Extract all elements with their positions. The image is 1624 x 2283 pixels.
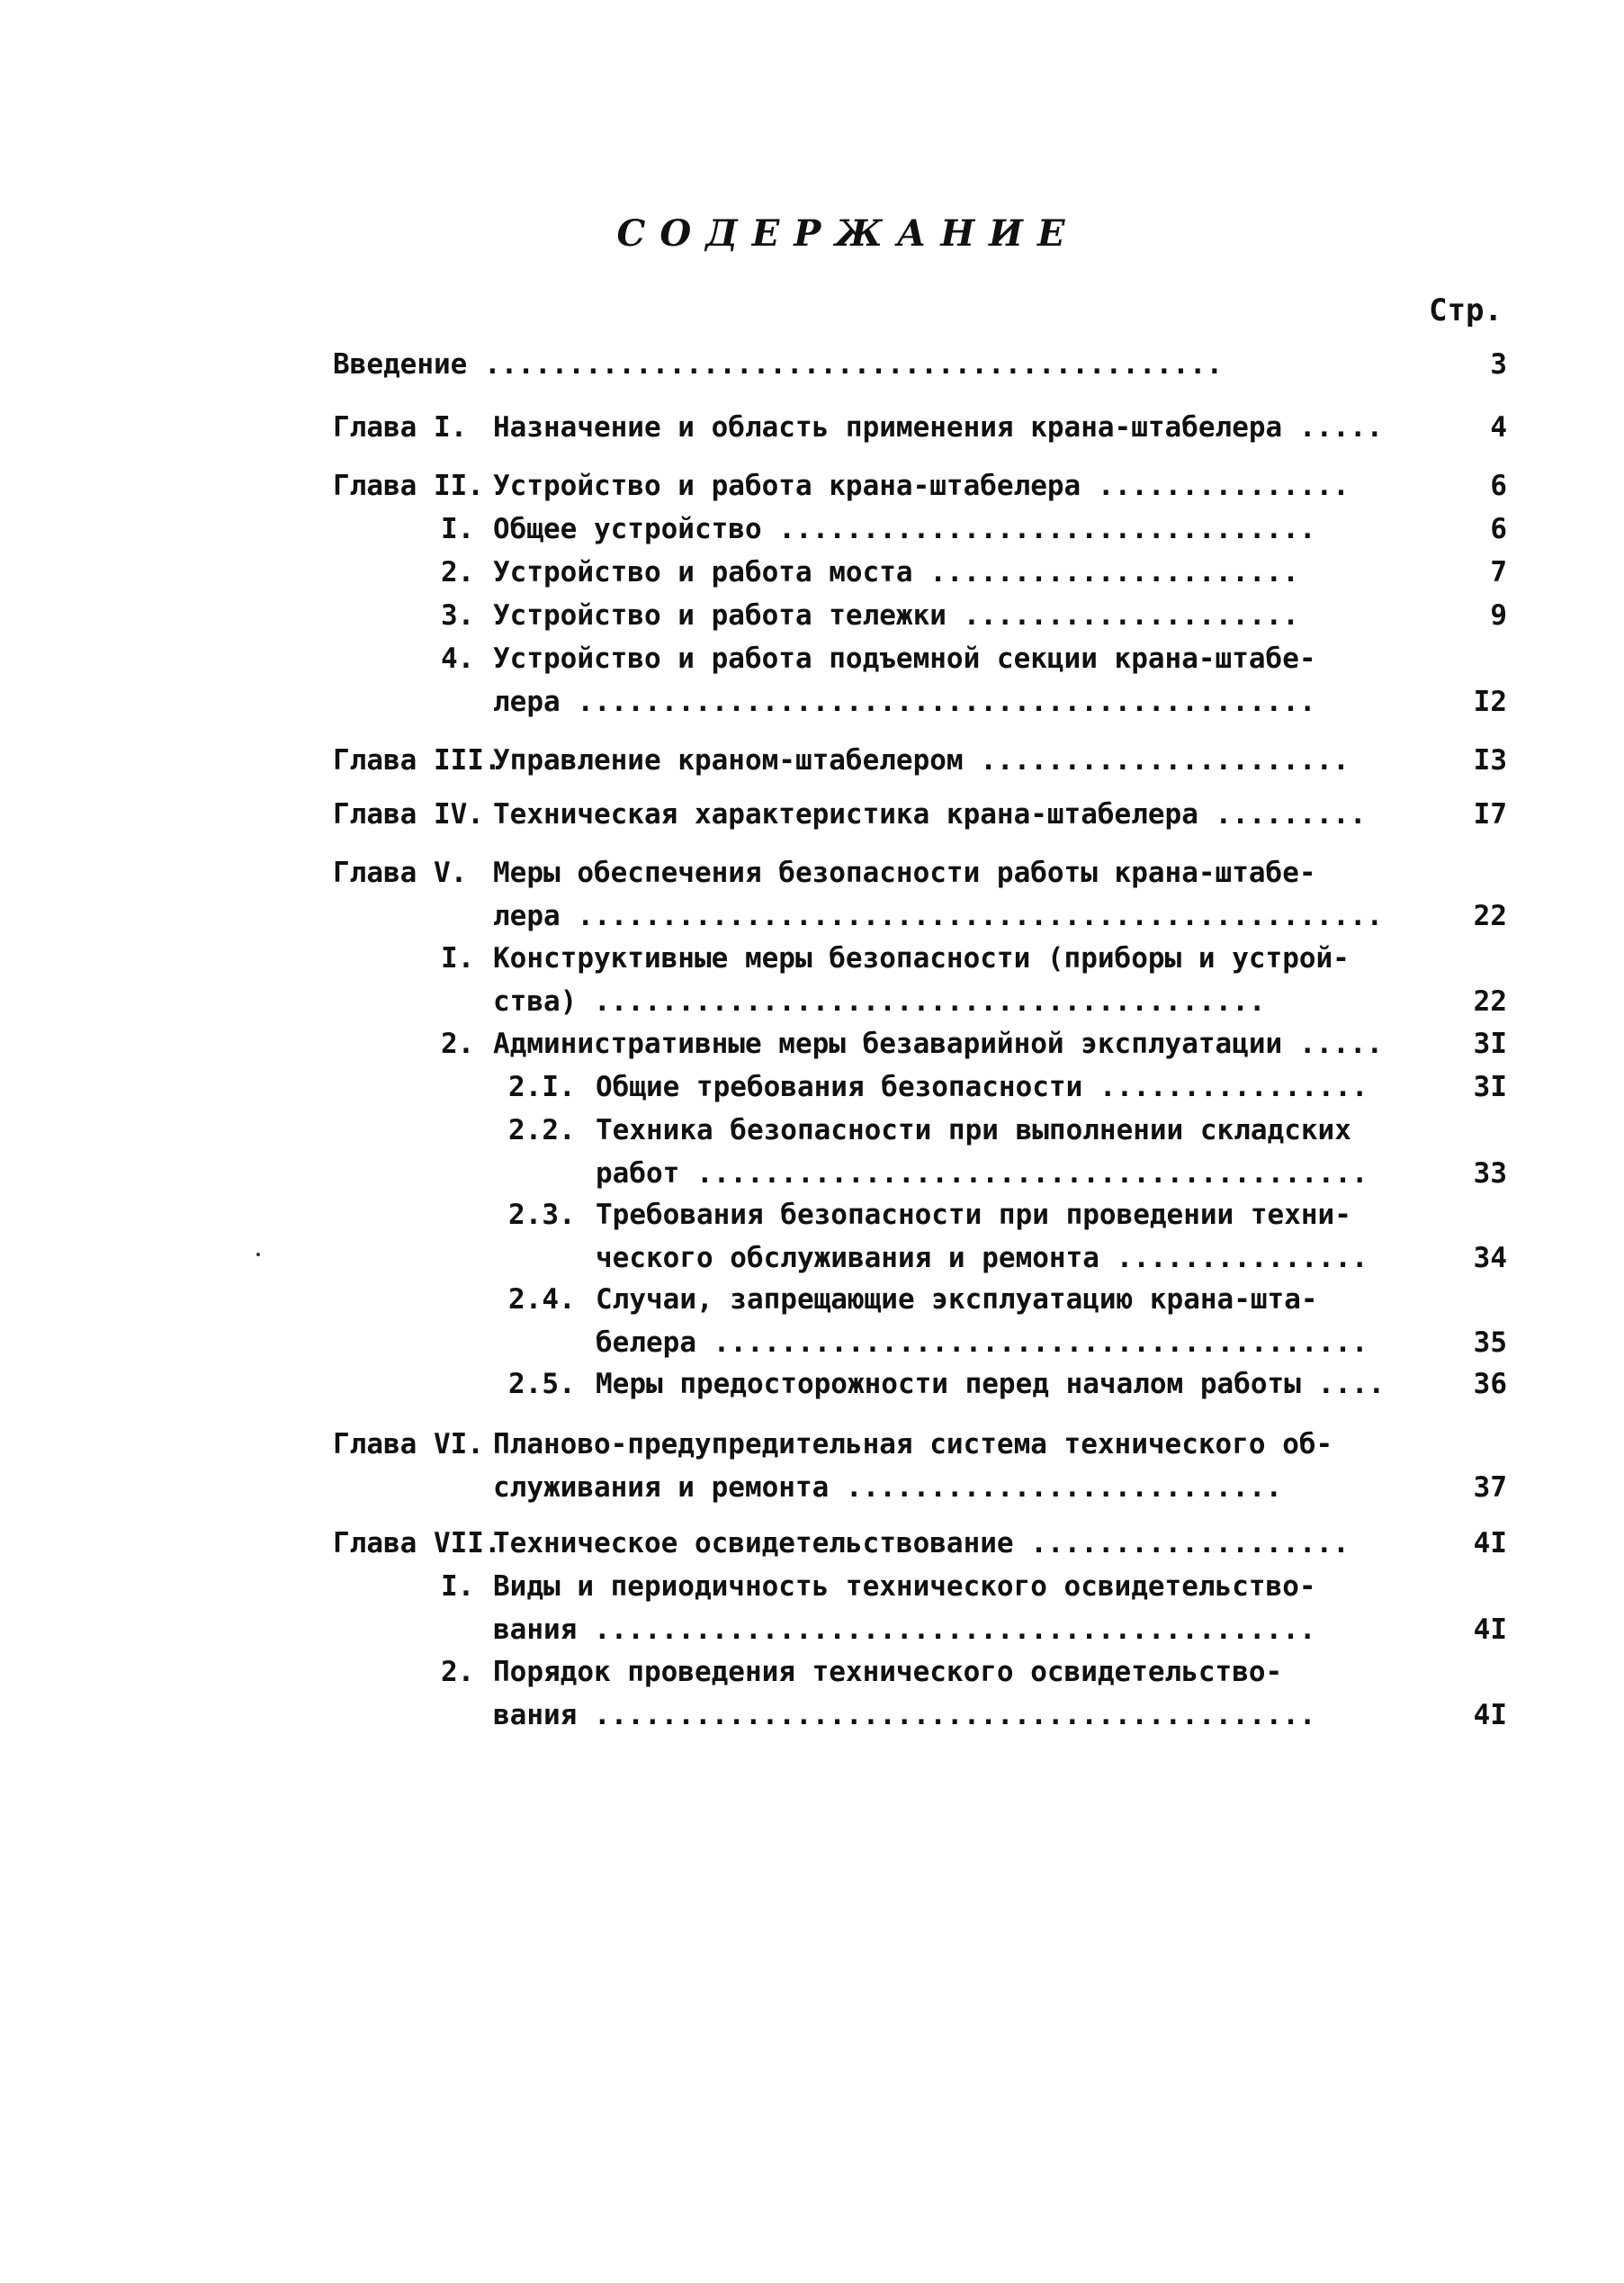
entry-title: ческого обслуживания и ремонта ............... <box>596 1242 1368 1274</box>
chapter-label: Глава IV. <box>333 798 484 831</box>
entry-title: Введение ............................................ <box>333 348 1224 381</box>
chapter-label: Глава VII. <box>333 1527 501 1559</box>
section-number: 3. <box>441 599 475 632</box>
page-number: 22 <box>1473 985 1507 1018</box>
page-number: 7 <box>1490 556 1507 589</box>
entry-title: Общее устройство ................................ <box>493 513 1316 545</box>
entry-title: Управление краном-штабелером ...................... <box>493 744 1350 777</box>
section-number: 2. <box>441 1028 475 1060</box>
page-number: 6 <box>1490 513 1507 545</box>
section-number: I. <box>441 942 475 975</box>
page-number: 3 <box>1490 348 1507 381</box>
page-number: I3 <box>1473 744 1507 777</box>
entry-title: Устройство и работа крана-штабелера ............... <box>493 470 1350 502</box>
page-number: 4 <box>1490 411 1507 444</box>
page-number: 33 <box>1473 1157 1507 1190</box>
page-number: I7 <box>1473 798 1507 831</box>
entry-title: белера ....................................... <box>596 1326 1368 1359</box>
page-number: 35 <box>1473 1326 1507 1359</box>
section-number: 2.4. <box>508 1283 576 1316</box>
page-number: 3I <box>1473 1028 1507 1060</box>
page-number: 34 <box>1473 1242 1507 1274</box>
entry-title: Требования безопасности при проведении техни- <box>596 1199 1351 1231</box>
entry-title: работ ........................................ <box>596 1157 1368 1190</box>
entry-title: ства) ........................................ <box>493 985 1266 1018</box>
chapter-label: Глава VI. <box>333 1428 484 1461</box>
page-number: 4I <box>1473 1527 1507 1559</box>
page-column-label: Стр. <box>1429 292 1503 328</box>
entry-title: Планово-предупредительная система технического об- <box>493 1428 1333 1461</box>
page-number: 37 <box>1473 1471 1507 1504</box>
entry-title: Конструктивные меры безопасности (приборы и устрой- <box>493 942 1350 975</box>
entry-title: Техническое освидетельствование ................... <box>493 1527 1350 1559</box>
entry-title: Назначение и область применения крана-штабелера ..... <box>493 411 1384 444</box>
entry-title: вания ........................................... <box>493 1699 1316 1731</box>
entry-title: лера ................................................ <box>493 900 1384 932</box>
chapter-label: Глава V. <box>333 857 468 889</box>
page-number: 22 <box>1473 900 1507 932</box>
page-title: СОДЕРЖАНИЕ <box>616 212 1080 255</box>
entry-title: Устройство и работа тележки .................... <box>493 599 1299 632</box>
entry-title: Виды и периодичность технического освидетельство- <box>493 1570 1316 1603</box>
entry-title: Порядок проведения технического освидетельство- <box>493 1656 1283 1688</box>
section-number: 4. <box>441 643 475 675</box>
page-number: I2 <box>1473 686 1507 718</box>
section-number: 2.5. <box>508 1368 576 1400</box>
page-number: 4I <box>1473 1699 1507 1731</box>
margin-mark <box>256 1253 260 1256</box>
entry-title: Меры обеспечения безопасности работы крана-штабе- <box>493 857 1316 889</box>
entry-title: служивания и ремонта .......................... <box>493 1471 1283 1504</box>
entry-title: Техническая характеристика крана-штабелера ......... <box>493 798 1367 831</box>
page-number: 9 <box>1490 599 1507 632</box>
entry-title: Случаи, запрещающие эксплуатацию крана-шта- <box>596 1283 1318 1316</box>
chapter-label: Глава III. <box>333 744 501 777</box>
section-number: 2.2. <box>508 1114 576 1146</box>
entry-title: Техника безопасности при выполнении складских <box>596 1114 1351 1146</box>
entry-title: Устройство и работа моста ...................... <box>493 556 1299 589</box>
section-number: 2.3. <box>508 1199 576 1231</box>
page-number: 36 <box>1473 1368 1507 1400</box>
section-number: 2.I. <box>508 1071 576 1103</box>
chapter-label: Глава II. <box>333 470 484 502</box>
section-number: 2. <box>441 556 475 589</box>
entry-title: лера ............................................ <box>493 686 1316 718</box>
entry-title: Устройство и работа подъемной секции крана-штабе- <box>493 643 1316 675</box>
entry-title: Общие требования безопасности ................ <box>596 1071 1368 1103</box>
section-number: I. <box>441 1570 475 1603</box>
entry-title: Меры предосторожности перед началом работы .... <box>596 1368 1386 1400</box>
page-number: 3I <box>1473 1071 1507 1103</box>
chapter-label: Глава I. <box>333 411 468 444</box>
entry-title: Административные меры безаварийной эксплуатации ..... <box>493 1028 1384 1060</box>
section-number: I. <box>441 513 475 545</box>
page-number: 6 <box>1490 470 1507 502</box>
entry-title: вания ........................................... <box>493 1613 1316 1646</box>
section-number: 2. <box>441 1656 475 1688</box>
page-number: 4I <box>1473 1613 1507 1646</box>
